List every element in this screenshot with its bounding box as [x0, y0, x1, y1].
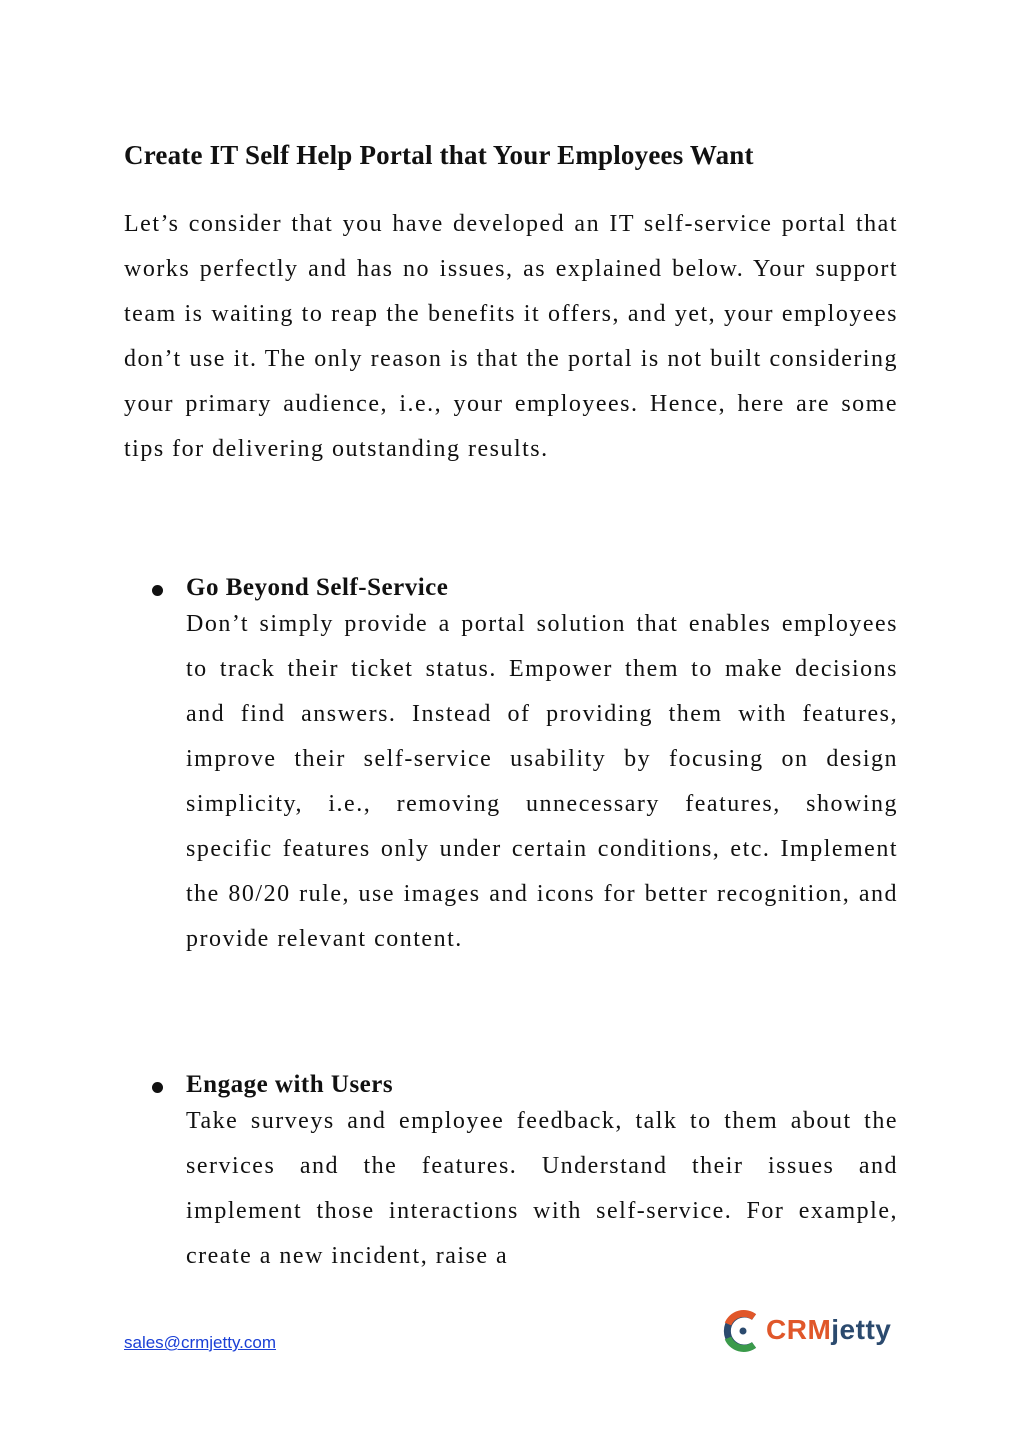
page-title: Create IT Self Help Portal that Your Employees Want: [124, 140, 754, 170]
bullet-body: Take surveys and employee feedback, talk to them about the services and the features. Understand their issues and implement those interactions with self-service. For example, create a new incident, raise a: [186, 1108, 898, 1269]
logo-text-crm: CRM: [766, 1314, 832, 1345]
email-link[interactable]: sales@crmjetty.com: [124, 1333, 277, 1352]
bullet-title: Engage with Users: [186, 1071, 394, 1098]
logo-text-jetty: jetty: [831, 1314, 892, 1345]
crmjetty-logo: [722, 1308, 902, 1354]
crmjetty-c-logo-icon: [722, 1308, 762, 1354]
bullet-title: Go Beyond Self-Service: [186, 574, 449, 601]
bullet-body: Don’t simply provide a portal solution that enables employees to track their ticket status. Empower them to make decisions and find answers. Instead of providing them with features, improve their self-service usability by focusing on design simplicity, i.e., removing unnecessary features, showing specific features only under certain conditions, etc. Implement the 80/20 rule, use images and icons for better recognition, and provide relevant content.: [186, 611, 898, 952]
bullet-item: [186, 572, 898, 962]
bullet-dot-icon: [152, 1082, 163, 1093]
bullet-dot-icon: [152, 585, 163, 596]
logo-wordmark: [766, 1314, 891, 1346]
bullet-item: [186, 1069, 898, 1279]
intro-paragraph: Let’s consider that you have developed an IT self-service portal that works perfectly and has no issues, as explained below. Your support team is waiting to reap the benefits it offers, and yet, your employees don’t use it. The only reason is that the portal is not built considering your primary audience, i.e., your employees. Hence, here are some tips for delivering outstanding results.: [124, 211, 898, 462]
